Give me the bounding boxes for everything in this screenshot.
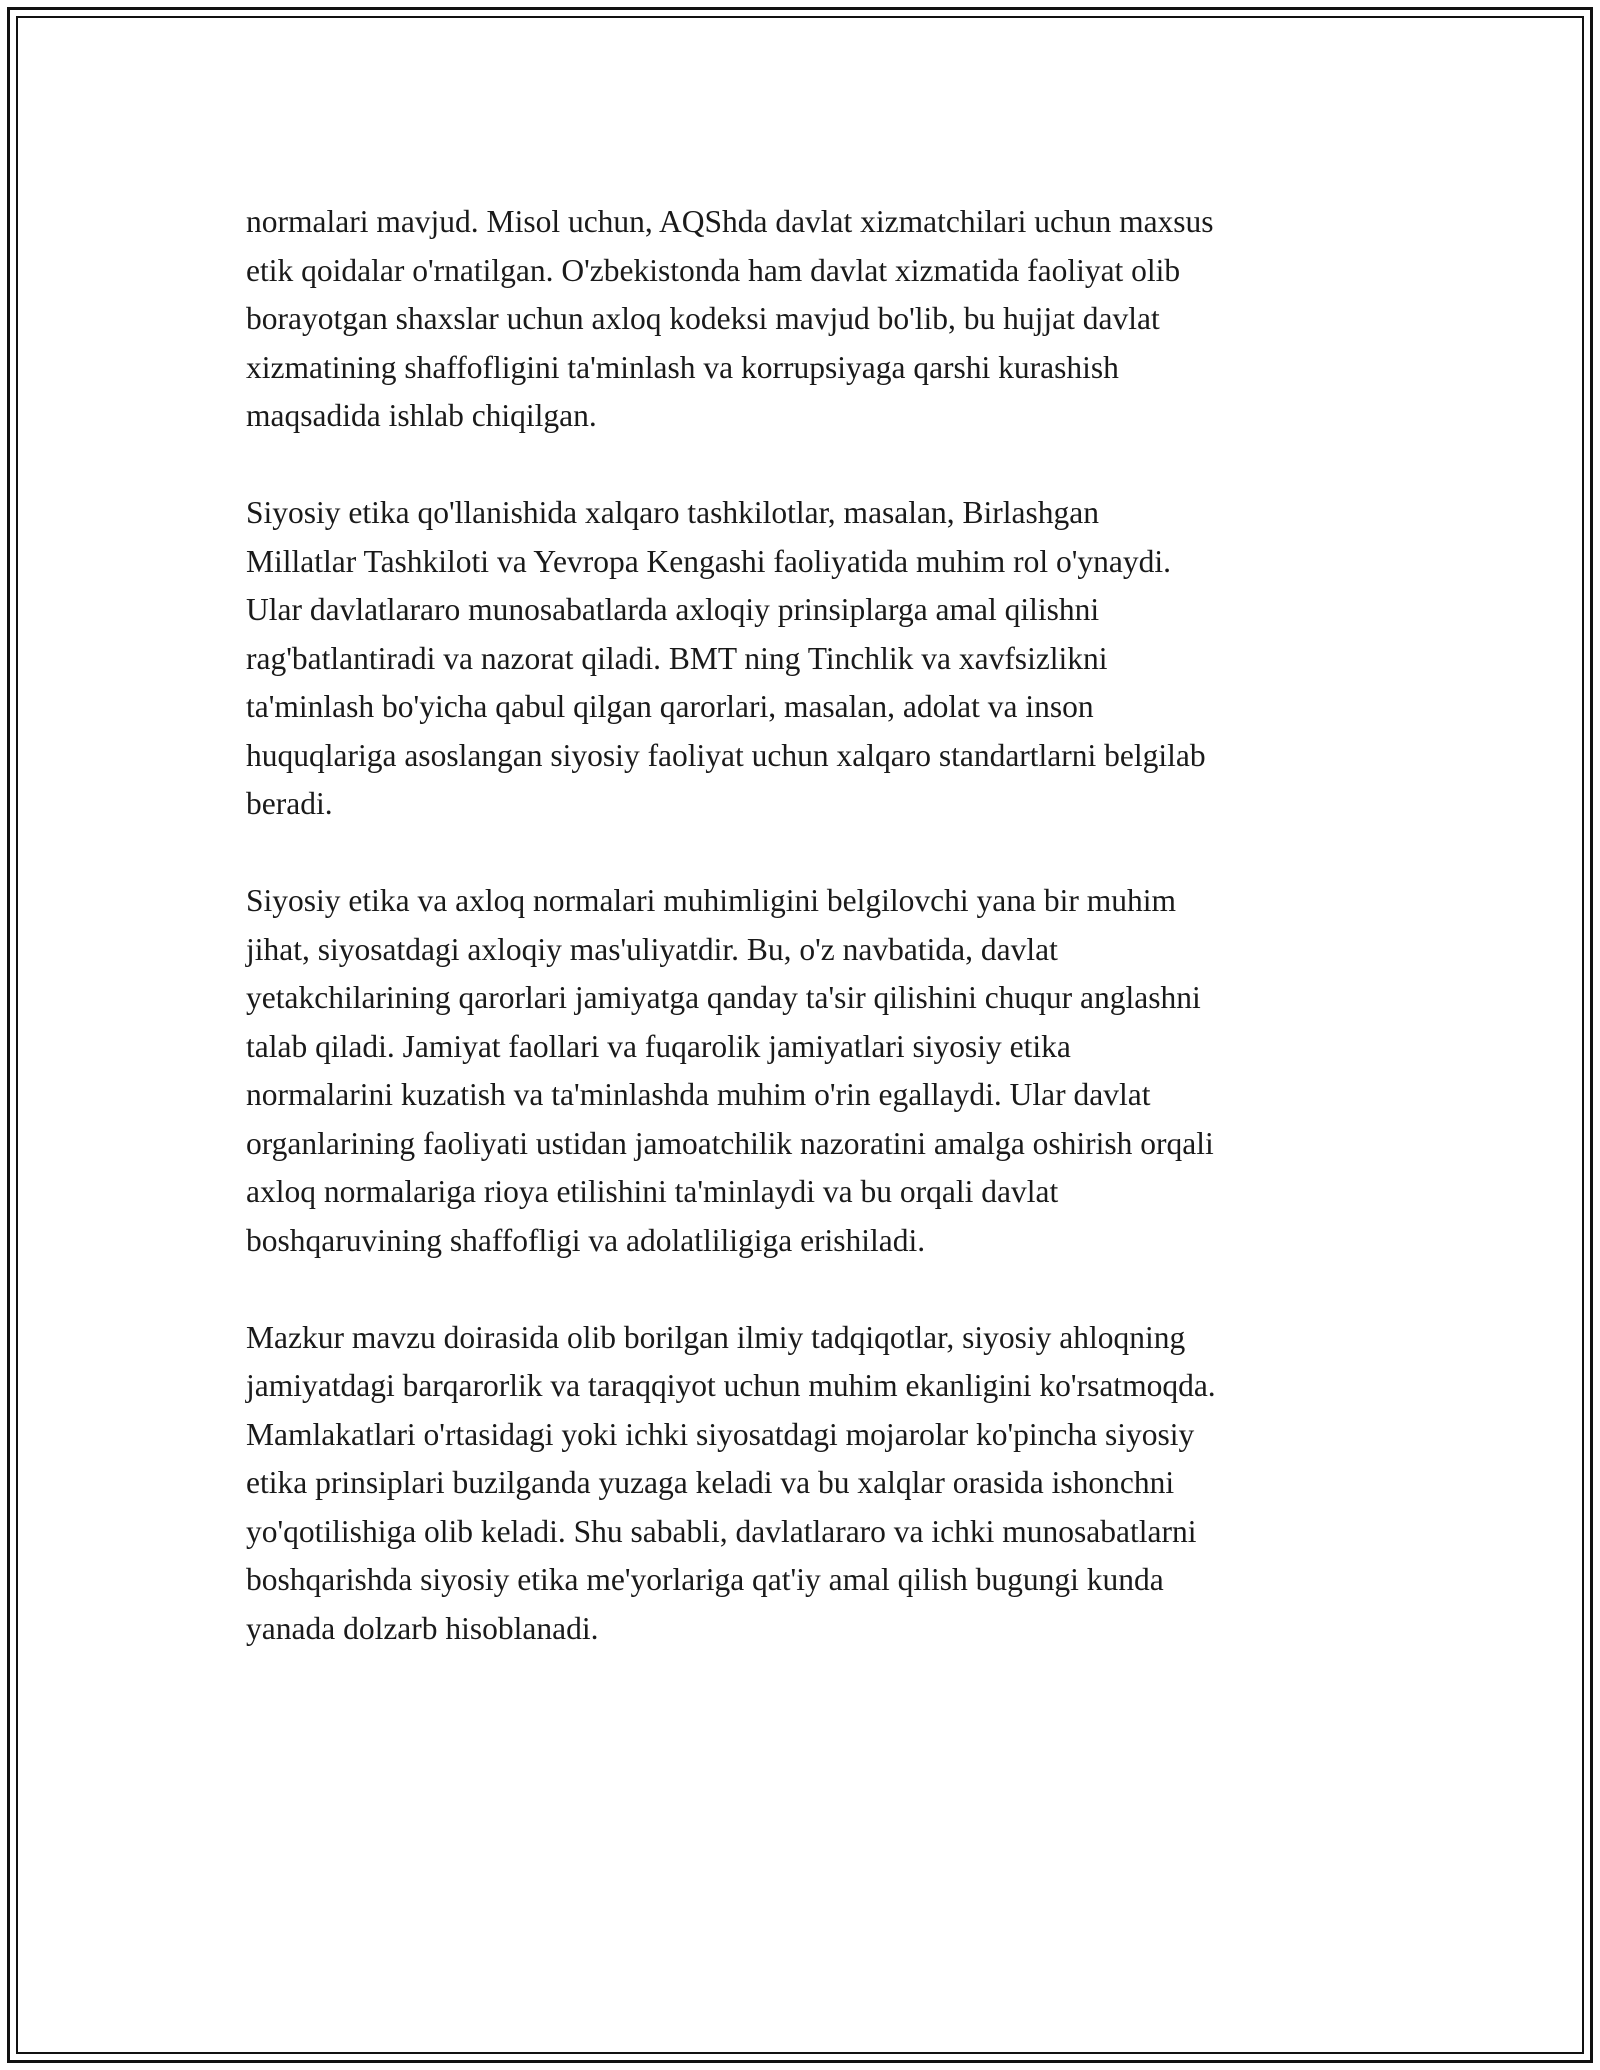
text-line: etika prinsiplari buzilganda yuzaga keladi va bu xalqlar orasida ishonchni (246, 1465, 1175, 1500)
text-line: Mazkur mavzu doirasida olib borilgan ilmiy tadqiqotlar, siyosiy ahloqning (246, 1319, 1186, 1355)
text-line: normalarini kuzatish va ta'minlashda muhim o'rin egallaydi. Ular davlat (246, 1077, 1151, 1112)
text-line: axloq normalariga rioya etilishini ta'minlaydi va bu orqali davlat (246, 1174, 1059, 1209)
text-line: Millatlar Tashkiloti va Yevropa Kengashi faoliyatida muhim rol o'ynaydi. (246, 543, 1171, 579)
paragraph-4 (246, 1314, 1386, 1654)
text-line: jamiyatdagi barqarorlik va taraqqiyot uchun muhim ekanligini ko'rsatmoqda. (246, 1368, 1216, 1403)
paragraph-spacer (246, 441, 1386, 490)
text-line: boshqarishda siyosiy etika me'yorlariga qat'iy amal qilish bugungi kunda (246, 1562, 1164, 1597)
document-body (246, 198, 1386, 1653)
text-line: Siyosiy etika va axloq normalari muhimligini belgilovchi yana bir muhim (246, 883, 1176, 918)
text-line: yetakchilarining qarorlari jamiyatga qanday ta'sir qilishini chuqur anglashni (246, 980, 1201, 1015)
text-line: huquqlariga asoslangan siyosiy faoliyat uchun xalqaro standartlarni belgilab (246, 737, 1206, 773)
text-line: organlarining faoliyati ustidan jamoatchilik nazoratini amalga oshirish orqali (246, 1125, 1214, 1161)
paragraph-1 (246, 198, 1386, 441)
paragraph-3 (246, 877, 1386, 1265)
text-line: beradi. (246, 786, 333, 821)
text-line: normalari mavjud. Misol uchun, AQShda davlat xizmatchilari uchun maxsus (246, 204, 1214, 239)
paragraph-2 (246, 489, 1386, 829)
paragraph-spacer (246, 1265, 1386, 1314)
text-line: ta'minlash bo'yicha qabul qilgan qarorlari, masalan, adolat va inson (246, 689, 1094, 724)
text-line: yo'qotilishiga olib keladi. Shu sababli, davlatlararo va ichki munosabatlarni (246, 1513, 1197, 1549)
paragraph-spacer (246, 829, 1386, 878)
text-line: talab qiladi. Jamiyat faollari va fuqarolik jamiyatlari siyosiy etika (246, 1028, 1071, 1064)
text-line: Mamlakatlari o'rtasidagi yoki ichki siyosatdagi mojarolar ko'pincha siyosiy (246, 1416, 1195, 1452)
text-line: yanada dolzarb hisoblanadi. (246, 1610, 599, 1646)
text-line: Siyosiy etika qo'llanishida xalqaro tashkilotlar, masalan, Birlashgan (246, 495, 1099, 530)
text-line: rag'batlantiradi va nazorat qiladi. BMT ning Tinchlik va xavfsizlikni (246, 640, 1108, 676)
document-page (7, 7, 1593, 2063)
text-line: maqsadida ishlab chiqilgan. (246, 398, 597, 433)
text-line: xizmatining shaffofligini ta'minlash va korrupsiyaga qarshi kurashish (246, 349, 1119, 385)
text-line: boshqaruvining shaffofligi va adolatliligiga erishiladi. (246, 1222, 926, 1258)
text-line: Ular davlatlararo munosabatlarda axloqiy prinsiplarga amal qilishni (246, 592, 1100, 627)
text-line: borayotgan shaxslar uchun axloq kodeksi mavjud bo'lib, bu hujjat davlat (246, 301, 1160, 336)
text-line: etik qoidalar o'rnatilgan. O'zbekistonda ham davlat xizmatida faoliyat olib (246, 252, 1181, 288)
text-line: jihat, siyosatdagi axloqiy mas'uliyatdir. Bu, o'z navbatida, davlat (246, 931, 1058, 967)
